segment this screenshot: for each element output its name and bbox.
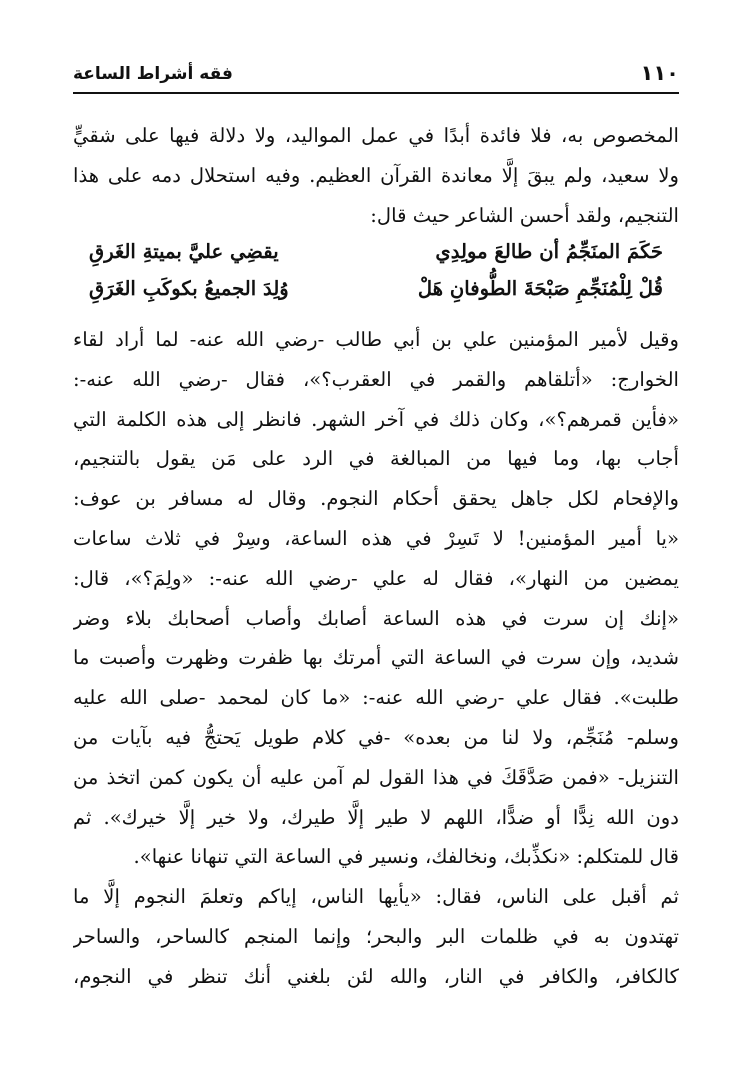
paragraph-1 [73, 116, 679, 235]
text-line: أجاب بها، وما فيها من المبالغة في الرد على مَن يقول بالتنجيم، [73, 447, 679, 471]
text-line: التنزيل- «فمن صَدَّقَكَ في هذا القول لم آمن عليه أن يكون كمن اتخذ من [73, 765, 679, 789]
text-line: ثم أقبل على الناس، فقال: «يأيها الناس، إياكم وتعلمَ النجوم إلَّا ما [73, 885, 679, 908]
verse-first-hemistich: قُلْ لِلْمُنَجِّمِ صَبْحَةَ الطُّوفانِ هَلْ [417, 277, 663, 300]
text-line: وسلم- مُنَجِّم، ولا لنا من بعده» -في كلام طويل يَحتجُّ فيه بآيات من [73, 725, 679, 749]
text-line: «يا أمير المؤمنين! لا تَسِرْ في هذه الساعة، وسِرْ في ثلاث ساعات [73, 526, 679, 550]
text-line: الخوارج: «أتلقاهم والقمر في العقرب؟»، فقال -رضي الله عنه-: [73, 367, 679, 391]
text-line: كالكافر، والكافر في النار، والله لئن بلغني أنك تنظر في النجوم، [73, 964, 679, 988]
text-line: قال للمتكلم: «نكذِّبك، ونخالفك، ونسير في الساعة التي تنهانا عنها». [133, 845, 679, 869]
poem-verse [73, 240, 679, 277]
text-line: والإفحام لكل جاهل يحقق أحكام النجوم. وقال له مسافر بن عوف: [73, 487, 679, 511]
text-line: شديد، وإن سرت في الساعة التي أمرتك بها ظفرت وظهرت وأصبت ما [73, 646, 679, 670]
poem-verse [73, 277, 679, 314]
text-line: وقيل لأمير المؤمنين علي بن أبي طالب -رضي الله عنه- لما أراد لقاء [73, 328, 679, 351]
verse-second-hemistich: يقضِي عليَّ بميتةِ الغَرقِ [89, 240, 279, 263]
text-line: يمضين من النهار»، فقال له علي -رضي الله عنه-: «ولِمَ؟»، قال: [73, 566, 679, 590]
text-line: ولا سعيد، ولم يبقَ إلَّا معاندة القرآن العظيم. وفيه استحلال دمه على هذا [73, 163, 679, 187]
text-line: التنجيم، ولقد أحسن الشاعر حيث قال: [370, 203, 679, 227]
paragraph-2 [73, 320, 679, 877]
verse-second-hemistich: وُلِدَ الجميعُ بكوكَبِ الغَرَقِ [89, 277, 289, 300]
text-line: المخصوص به، فلا فائدة أبدًا في عمل المواليد، ولا دلالة فيها على شقيٍّ [73, 124, 679, 147]
running-title: فقه أشراط الساعة [73, 64, 233, 84]
verse-first-hemistich: حَكَمَ المنَجِّمُ أن طالعَ مولِدِي [435, 240, 663, 263]
page-header [73, 56, 679, 94]
text-line: تهتدون به في ظلمات البر والبحر؛ وإنما المنجم كالساحر، والساحر [73, 924, 679, 948]
text-line: «فأين قمرهم؟»، وكان ذلك في آخر الشهر. فانظر إلى هذه الكلمة التي [73, 407, 679, 431]
text-line: «إنك إن سرت في هذه الساعة أصابك وأصاب أصحابك بلاء وضر [73, 606, 679, 630]
poem [73, 240, 679, 314]
text-line: طلبت». فقال علي -رضي الله عنه-: «ما كان لمحمد -صلى الله عليه [73, 686, 679, 710]
text-line: دون الله نِدًّا أو ضدًّا، اللهم لا طير إلَّا طيرك، ولا خير إلَّا خيرك». ثم [73, 805, 679, 829]
paragraph-3 [73, 877, 679, 996]
page-number: ١١٠ [640, 61, 679, 85]
